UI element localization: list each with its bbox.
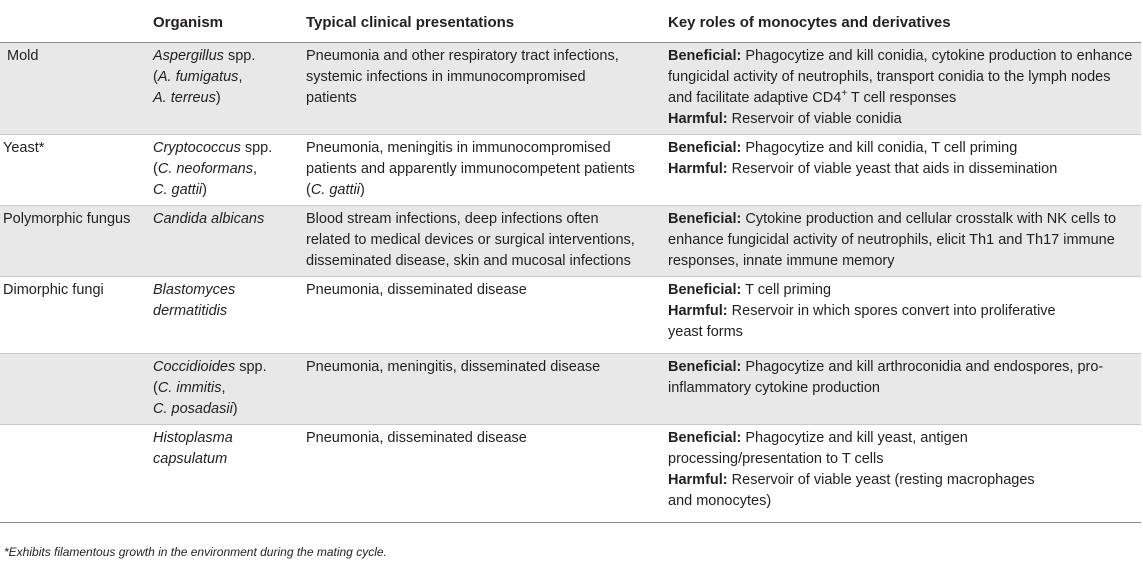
beneficial-label: Beneficial: <box>668 48 742 64</box>
category-label: Mold <box>7 48 39 64</box>
organism-suffix: spp. <box>240 140 273 156</box>
organism-species: C. neoformans <box>157 161 253 177</box>
header-roles: Key roles of monocytes and derivatives <box>662 4 1141 43</box>
organism-species: dermatitidis <box>153 303 228 319</box>
beneficial-label: Beneficial: <box>668 430 742 446</box>
organism-cell <box>147 206 300 277</box>
beneficial-label: Beneficial: <box>668 140 742 156</box>
presentation-line: related to medical devices or surgical interventions, <box>306 232 635 248</box>
organism-species: C. gattii <box>153 182 203 198</box>
roles-cell <box>662 425 1141 523</box>
presentation-line: disseminated disease, skin and mucosal infections <box>306 253 631 269</box>
presentation-cell <box>300 425 662 523</box>
organism-genus: Coccidioides <box>153 359 236 375</box>
presentation-line: Pneumonia, disseminated disease <box>306 282 527 298</box>
category-cell: Yeast* <box>0 135 147 206</box>
table-footnote: *Exhibits filamentous growth in the environment during the mating cycle. <box>4 545 387 559</box>
organism-species: C. immitis <box>157 380 222 396</box>
organism-genus: Histoplasma <box>153 430 233 446</box>
header-organism: Organism <box>147 4 300 43</box>
organism-suffix: spp. <box>235 359 267 375</box>
separator: , <box>221 380 226 396</box>
presentation-line: patients and apparently immunocompetent patients <box>306 161 635 177</box>
harmful-label: Harmful: <box>668 303 728 319</box>
organism-genus: Blastomyces <box>153 282 236 298</box>
table-row <box>0 206 1141 277</box>
organism-suffix: spp. <box>223 48 256 64</box>
fungi-monocyte-table <box>0 4 1141 523</box>
beneficial-label: Beneficial: <box>668 359 742 375</box>
table-row <box>0 354 1141 425</box>
presentation-line: Pneumonia, disseminated disease <box>306 430 527 446</box>
organism-cell <box>147 425 300 523</box>
organism-genus: Aspergillus <box>153 48 224 64</box>
header-row <box>0 4 1141 43</box>
presentation-line: patients <box>306 90 357 106</box>
presentation-line: Pneumonia and other respiratory tract infections, <box>306 48 619 64</box>
roles-cell <box>662 354 1141 425</box>
harmful-text: Reservoir in which spores convert into proliferative yeast forms <box>668 303 1056 340</box>
harmful-text: Reservoir of viable yeast (resting macrophages and monocytes) <box>668 472 1035 509</box>
organism-species: C. posadasii <box>153 401 233 417</box>
organism-cell <box>147 354 300 425</box>
presentation-cell <box>300 277 662 354</box>
beneficial-label: Beneficial: <box>668 282 742 298</box>
presentation-line: Blood stream infections, deep infections often <box>306 211 599 227</box>
presentation-line: Pneumonia, meningitis, disseminated disease <box>306 359 601 375</box>
beneficial-text: Phagocytize and kill arthroconidia and endospores, pro-inflammatory cytokine production <box>668 359 1104 396</box>
beneficial-text: Cytokine production and cellular crosstalk with NK cells to enhance fungicidal activity of neutrophils, elicit Th1 and Th17 immune responses, innate immune memory <box>668 211 1117 269</box>
harmful-text: Reservoir of viable conidia <box>727 111 902 127</box>
paren-close: ) <box>215 90 221 106</box>
paren-close: ) <box>202 182 208 198</box>
superscript: + <box>841 88 848 100</box>
header-presentations: Typical clinical presentations <box>300 4 662 43</box>
roles-cell <box>662 43 1141 135</box>
beneficial-text: T cell priming <box>741 282 832 298</box>
category-cell <box>0 354 147 425</box>
presentation-cell: Pneumonia, meningitis in immunocompromised patients and apparently immunocompetent patients (C. gattii) <box>300 135 662 206</box>
category-cell <box>0 425 147 523</box>
organism-genus: Cryptococcus <box>153 140 241 156</box>
separator: , <box>252 161 257 177</box>
beneficial-text: Phagocytize and kill yeast, antigen processing/presentation to T cells <box>668 430 968 467</box>
organism-cell <box>147 277 300 354</box>
roles-cell <box>662 206 1141 277</box>
roles-cell <box>662 135 1141 206</box>
organism-species: A. terreus <box>153 90 216 106</box>
beneficial-text: T cell responses <box>847 90 957 106</box>
harmful-label: Harmful: <box>668 161 728 177</box>
table-row <box>0 425 1141 523</box>
organism-genus: Candida albicans <box>153 211 265 227</box>
category-cell <box>0 43 147 135</box>
category-cell: Polymorphic fungus <box>0 206 147 277</box>
beneficial-text: Phagocytize and kill conidia, cytokine production to enhance fungicidal activity of neutrophils, transport conidia to the lymph nodes and facilitate adaptive CD4 <box>668 48 1133 106</box>
table-row <box>0 135 1141 206</box>
harmful-text: Reservoir of viable yeast that aids in dissemination <box>727 161 1058 177</box>
presentation-cell <box>300 43 662 135</box>
organism-cell <box>147 135 300 206</box>
category-cell: Dimorphic fungi <box>0 277 147 354</box>
header-category <box>0 4 147 43</box>
presentation-cell <box>300 354 662 425</box>
roles-cell <box>662 277 1141 354</box>
separator: , <box>238 69 243 85</box>
beneficial-text: Phagocytize and kill conidia, T cell priming <box>741 140 1018 156</box>
organism-species: A. fumigatus <box>157 69 239 85</box>
harmful-label: Harmful: <box>668 111 728 127</box>
harmful-label: Harmful: <box>668 472 728 488</box>
presentation-line: Pneumonia, meningitis in immunocompromised <box>306 140 611 156</box>
paren-open: ( <box>153 161 158 177</box>
table-row <box>0 277 1141 354</box>
paren-open: ( <box>153 380 158 396</box>
organism-species: capsulatum <box>153 451 228 467</box>
presentation-cell <box>300 206 662 277</box>
beneficial-label: Beneficial: <box>668 211 742 227</box>
paren-close: ) <box>232 401 238 417</box>
presentation-species: C. gattii <box>310 182 361 198</box>
paren-open: ( <box>153 69 158 85</box>
table-row <box>0 43 1141 135</box>
organism-cell <box>147 43 300 135</box>
presentation-line: systemic infections in immunocompromised <box>306 69 586 85</box>
